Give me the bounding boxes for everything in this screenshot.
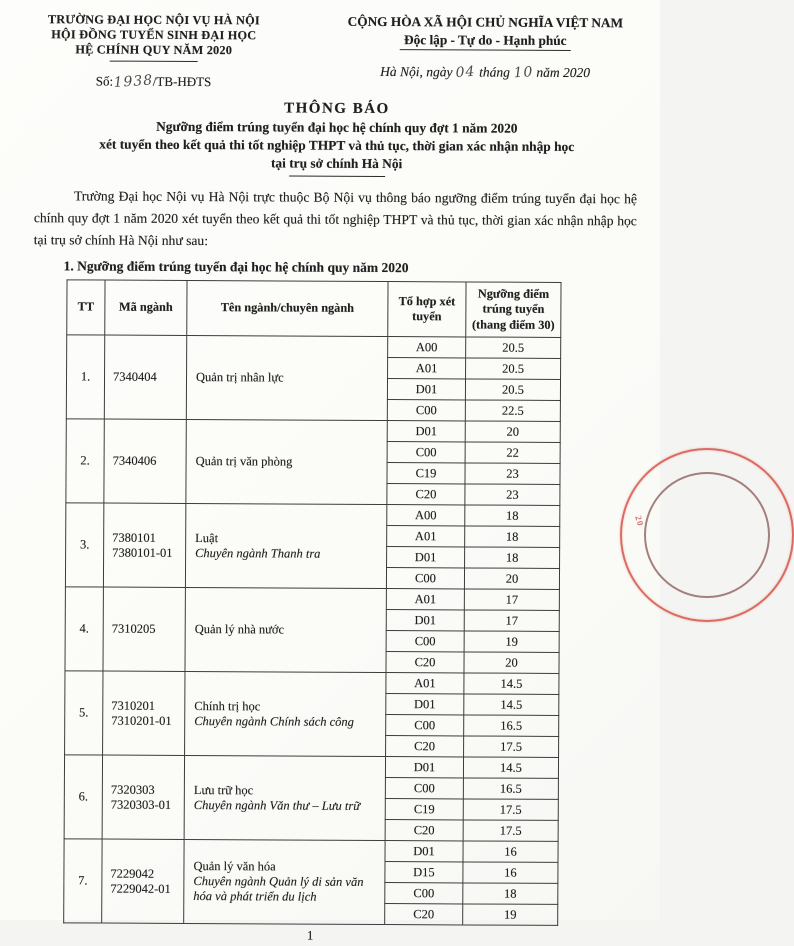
score-cell: 17.5	[464, 736, 559, 757]
combination-cell: A01	[387, 526, 465, 547]
score-cell: 17	[464, 589, 559, 610]
major-code-cell	[103, 587, 185, 671]
date-suffix: năm 2020	[536, 64, 591, 81]
major-specialization: Chuyên ngành Văn thư – Lưu trữ	[193, 797, 361, 813]
date-month-handwritten: 10	[512, 64, 534, 82]
score-cell: 16	[463, 841, 558, 862]
combination-cell: C19	[385, 799, 463, 820]
combination-cell: C19	[387, 463, 465, 484]
major-code: 7310201-01	[111, 713, 172, 728]
major-name-cell	[185, 588, 386, 673]
major-name-cell	[185, 672, 386, 757]
major-name: Quản lý nhà nước	[194, 622, 285, 637]
major-name-cell	[184, 840, 385, 925]
announcement-subtitle-line1: Ngưỡng điểm trúng tuyển đại học hệ chính quy đợt 1 năm 2020	[156, 118, 518, 136]
major-specialization: Chuyên ngành Quản lý di sản văn hóa và phát triển du lịch	[193, 874, 364, 904]
major-code: 7310201	[111, 698, 156, 713]
score-cell: 17.5	[463, 799, 558, 820]
combination-cell: A00	[387, 505, 465, 526]
date-middle: tháng	[479, 64, 510, 80]
major-code-cell	[102, 755, 184, 839]
combination-cell: D01	[385, 757, 463, 778]
national-title: CỘNG HÒA XÃ HỘI CHỦ NGHĨA VIỆT NAM	[347, 13, 624, 31]
major-specialization: Chuyên ngành Chính sách công	[194, 713, 354, 729]
date-day-handwritten: 04	[455, 63, 477, 82]
combination-cell: C20	[385, 904, 463, 925]
document-number-suffix: /TB-HĐTS	[152, 73, 212, 90]
document-number-handwritten: 1938	[112, 72, 154, 91]
table-row	[64, 839, 558, 863]
combination-cell: C00	[386, 715, 464, 736]
row-index-cell: 3.	[65, 503, 103, 587]
date-line	[331, 64, 640, 82]
combination-cell: C00	[386, 631, 464, 652]
combination-cell: D01	[385, 841, 463, 862]
score-cell: 14.5	[464, 694, 559, 715]
major-name: Lưu trữ học	[193, 782, 254, 797]
red-stamp-partial-text: 20	[633, 514, 646, 528]
issuing-org-block	[35, 12, 273, 90]
row-index-cell: 6.	[64, 755, 102, 839]
score-cell: 18	[465, 526, 560, 547]
table-row	[66, 503, 560, 527]
score-cell: 22	[465, 442, 560, 463]
combination-cell: D01	[387, 421, 465, 442]
combination-cell: A01	[388, 358, 466, 379]
score-cell: 18	[463, 883, 558, 904]
major-code: 7310205	[111, 621, 156, 636]
row-index-cell: 5.	[65, 671, 103, 755]
score-cell: 23	[465, 484, 560, 505]
table-header-row	[67, 280, 561, 338]
combination-cell: C00	[385, 778, 463, 799]
admission-score-table	[63, 279, 561, 926]
red-stamp-inner-ring-icon	[644, 472, 770, 598]
announcement-title-block	[34, 99, 639, 178]
score-cell: 18	[465, 547, 560, 568]
combination-cell: D01	[386, 694, 464, 715]
combination-cell: D15	[385, 862, 463, 883]
score-cell: 20	[464, 652, 559, 673]
announcement-subtitle-line2: xét tuyển theo kết quả thi tốt nghiệp THPT và thủ tục, thời gian xác nhận nhập học	[99, 136, 575, 155]
table-row	[65, 671, 559, 695]
table-header-cell: Mã ngành	[105, 280, 187, 335]
table-header-cell: Ngưỡng điểm trúng tuyển (thang điểm 30)	[466, 282, 561, 337]
major-code-cell	[103, 671, 185, 755]
org-name-line3: HỆ CHÍNH QUY NĂM 2020	[75, 42, 233, 58]
score-cell: 16.5	[463, 778, 558, 799]
table-header-cell: TT	[67, 280, 105, 335]
combination-cell: C00	[387, 442, 465, 463]
combination-cell: C00	[385, 883, 463, 904]
intro-paragraph: Trường Đại học Nội vụ Hà Nội trực thuộc Bộ Nội vụ thông báo ngưỡng điểm trúng tuyển đại học hệ chính quy đợt 1 năm 2020 xét tuyển theo kết quả thi tốt nghiệp THPT và thủ tục, thời gian xác nhận nhập học tại trụ sở chính Hà Nội như sau:	[33, 188, 638, 249]
major-name-cell	[186, 336, 387, 421]
major-code-cell	[102, 839, 184, 923]
org-name-line2: HỘI ĐỒNG TUYỂN SINH ĐẠI HỌC	[51, 27, 257, 43]
section-heading: 1. Ngưỡng điểm trúng tuyển đại học hệ chính quy năm 2020	[63, 258, 409, 276]
major-name: Chính trị học	[194, 698, 261, 713]
major-code-cell	[104, 335, 186, 419]
announcement-heading: THÔNG BÁO	[284, 100, 390, 118]
score-cell: 20	[464, 568, 559, 589]
score-cell: 14.5	[463, 757, 558, 778]
score-cell: 23	[465, 463, 560, 484]
score-cell: 18	[465, 505, 560, 526]
table-row	[67, 335, 561, 359]
score-cell: 14.5	[464, 673, 559, 694]
score-cell: 19	[464, 631, 559, 652]
document-number-prefix: Số:	[95, 73, 114, 89]
major-code: 7320303	[110, 782, 155, 797]
table-row	[64, 755, 558, 779]
announcement-subtitle-line3: tại trụ sở chính Hà Nội	[270, 155, 403, 172]
combination-cell: C00	[386, 568, 464, 589]
combination-cell: D01	[387, 379, 465, 400]
major-code: 7229042-01	[110, 881, 171, 896]
national-motto-block	[331, 14, 640, 82]
major-code: 7229042	[110, 866, 155, 881]
combination-cell: A01	[386, 673, 464, 694]
title-divider-line	[289, 176, 385, 178]
table-header-cell: Tên ngành/chuyên ngành	[187, 281, 388, 337]
combination-cell: A01	[386, 589, 464, 610]
date-prefix: Hà Nội, ngày	[380, 63, 453, 80]
combination-cell: C20	[387, 484, 465, 505]
row-index-cell: 2.	[66, 419, 104, 503]
row-index-cell: 1.	[66, 335, 104, 419]
score-cell: 17	[464, 610, 559, 631]
table-row	[66, 419, 560, 443]
score-cell: 20.5	[465, 379, 560, 400]
score-cell: 20	[465, 421, 560, 442]
major-name: Quản trị nhân lực	[195, 370, 284, 385]
score-cell: 17.5	[463, 820, 558, 841]
major-name-cell	[186, 420, 387, 505]
major-name: Luật	[195, 530, 219, 545]
major-code-cell	[103, 503, 185, 587]
table-header-cell: Tổ hợp xét tuyển	[388, 282, 466, 337]
major-code: 7320303-01	[110, 797, 172, 812]
major-code-cell	[104, 419, 186, 503]
score-cell: 20.5	[466, 337, 561, 358]
score-cell: 20.5	[466, 358, 561, 379]
score-cell: 16.5	[464, 715, 559, 736]
document-number-line	[35, 73, 273, 90]
document-header	[35, 12, 640, 92]
table-row	[65, 587, 559, 611]
major-name-cell	[185, 504, 386, 589]
row-index-cell: 4.	[65, 587, 103, 671]
combination-cell: D01	[386, 610, 464, 631]
score-cell: 22.5	[465, 400, 560, 421]
combination-cell: C20	[385, 820, 463, 841]
org-name-line1: TRƯỜNG ĐẠI HỌC NỘI VỤ HÀ NỘI	[47, 12, 260, 28]
combination-cell: A00	[388, 337, 466, 358]
org-divider-line	[110, 61, 198, 62]
major-name: Quản lý văn hóa	[193, 859, 276, 874]
combination-cell: D01	[387, 547, 465, 568]
combination-cell: C00	[387, 400, 465, 421]
major-name: Quản trị văn phòng	[195, 454, 293, 469]
major-specialization: Chuyên ngành Thanh tra	[195, 545, 321, 561]
major-code: 7380101-01	[112, 545, 173, 560]
row-index-cell: 7.	[64, 839, 102, 923]
major-name-cell	[184, 756, 385, 841]
score-cell: 16	[463, 862, 558, 883]
major-code: 7340404	[112, 369, 157, 384]
combination-cell: C20	[386, 736, 464, 757]
combination-cell: C20	[386, 652, 464, 673]
score-cell: 19	[463, 904, 558, 925]
page-number: 1	[306, 927, 314, 943]
national-motto: Độc lập - Tự do - Hạnh phúc	[400, 32, 571, 51]
major-code: 7380101	[112, 530, 156, 545]
major-code: 7340406	[112, 453, 157, 468]
